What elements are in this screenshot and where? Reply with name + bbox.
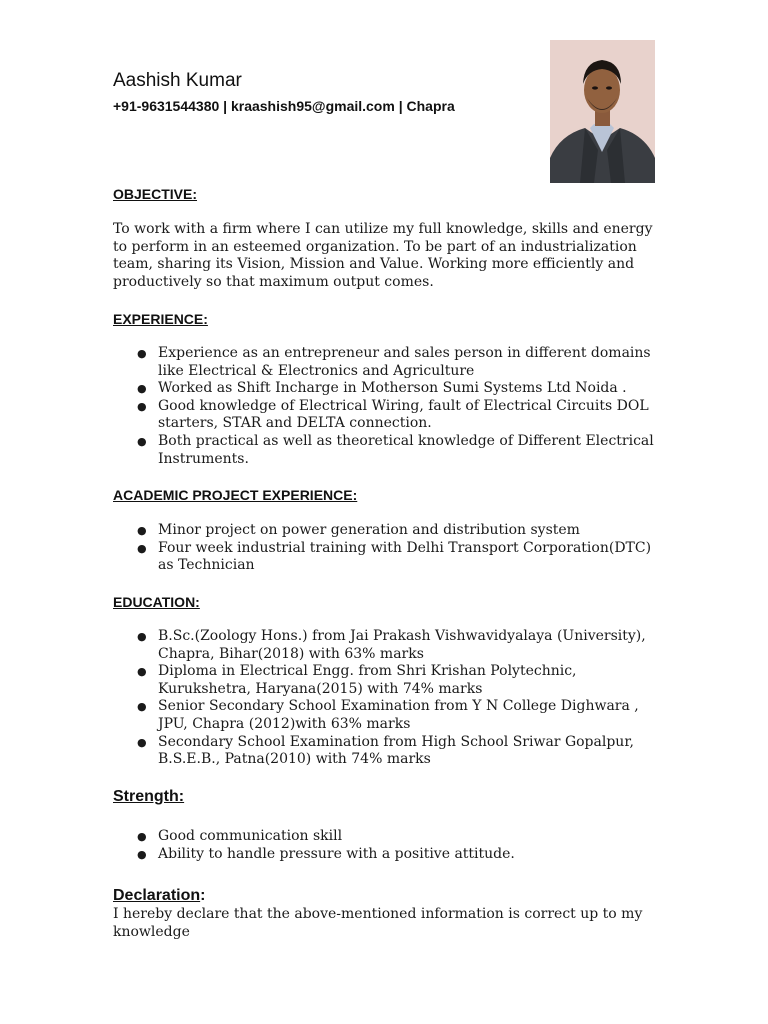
list-item: ● B.Sc.(Zoology Hons.) from Jai Prakash Vishwavidyalaya (University), Chapra, Bihar(2018) with 63% marks <box>137 628 646 662</box>
strength-heading: Strength: <box>113 788 185 805</box>
bullet-icon: ● <box>137 665 147 679</box>
bullet-icon: ● <box>137 830 147 843</box>
list-item: ● Good communication skill <box>137 828 343 844</box>
bullet-icon: ● <box>137 382 147 396</box>
list-item: ● Minor project on power generation and distribution system <box>137 522 580 538</box>
experience-heading: EXPERIENCE: <box>113 311 208 327</box>
bullet-icon: ● <box>137 524 147 537</box>
academic-project-heading: ACADEMIC PROJECT EXPERIENCE: <box>113 487 358 503</box>
declaration-text: I hereby declare that the above-mentioned information is correct up to my knowledge <box>113 906 643 940</box>
list-item: ● Both practical as well as theoretical knowledge of Different Electrical Instruments. <box>137 432 654 467</box>
bullet-icon: ● <box>137 700 147 714</box>
list-item: ● Secondary School Examination from High School Sriwar Gopalpur, B.S.E.B., Patna(2010) with 74% marks <box>137 733 634 768</box>
education-list <box>113 628 658 769</box>
list-item: ● Worked as Shift Incharge in Motherson Sumi Systems Ltd Noida . <box>137 380 627 397</box>
bullet-icon: ● <box>137 847 147 861</box>
education-heading: EDUCATION: <box>113 594 200 610</box>
experience-list <box>113 345 658 468</box>
contact-line: +91-9631544380 | kraashish95@gmail.com | Chapra <box>113 98 455 114</box>
bullet-icon: ● <box>137 541 147 555</box>
declaration-heading: Declaration: <box>113 887 206 904</box>
objective-heading: OBJECTIVE: <box>113 186 198 202</box>
list-item: ● Senior Secondary School Examination from Y N College Dighwara , JPU, Chapra (2012)with 63% marks <box>137 698 639 732</box>
academic-project-list <box>113 522 658 575</box>
candidate-name: Aashish Kumar <box>113 70 242 91</box>
bullet-icon: ● <box>137 630 147 643</box>
person-portrait-image <box>550 40 655 183</box>
list-item: ● Diploma in Electrical Engg. from Shri Krishan Polytechnic, Kurukshetra, Haryana(2015) with 74% marks <box>137 663 577 697</box>
bullet-icon: ● <box>137 735 147 749</box>
list-item: ● Ability to handle pressure with a positive attitude. <box>137 845 515 862</box>
list-item: ● Good knowledge of Electrical Wiring, fault of Electrical Circuits DOL starters, STAR and DELTA connection. <box>137 397 649 432</box>
profile-photo <box>550 40 655 183</box>
strength-list <box>113 828 658 863</box>
list-item: ● Four week industrial training with Delhi Transport Corporation(DTC) as Technician <box>137 539 652 574</box>
list-item: ● Experience as an entrepreneur and sales person in different domains like Electrical & Electronics and Agriculture <box>137 345 651 379</box>
bullet-icon: ● <box>137 434 147 448</box>
bullet-icon: ● <box>137 347 147 360</box>
objective-text: To work with a firm where I can utilize my full knowledge, skills and energy to perform in an esteemed organization. To be part of an industrialization team, sharing its Vision, Mission and Value. Working more efficiently and productively so that maximum output comes. <box>113 221 653 290</box>
bullet-icon: ● <box>137 399 147 413</box>
